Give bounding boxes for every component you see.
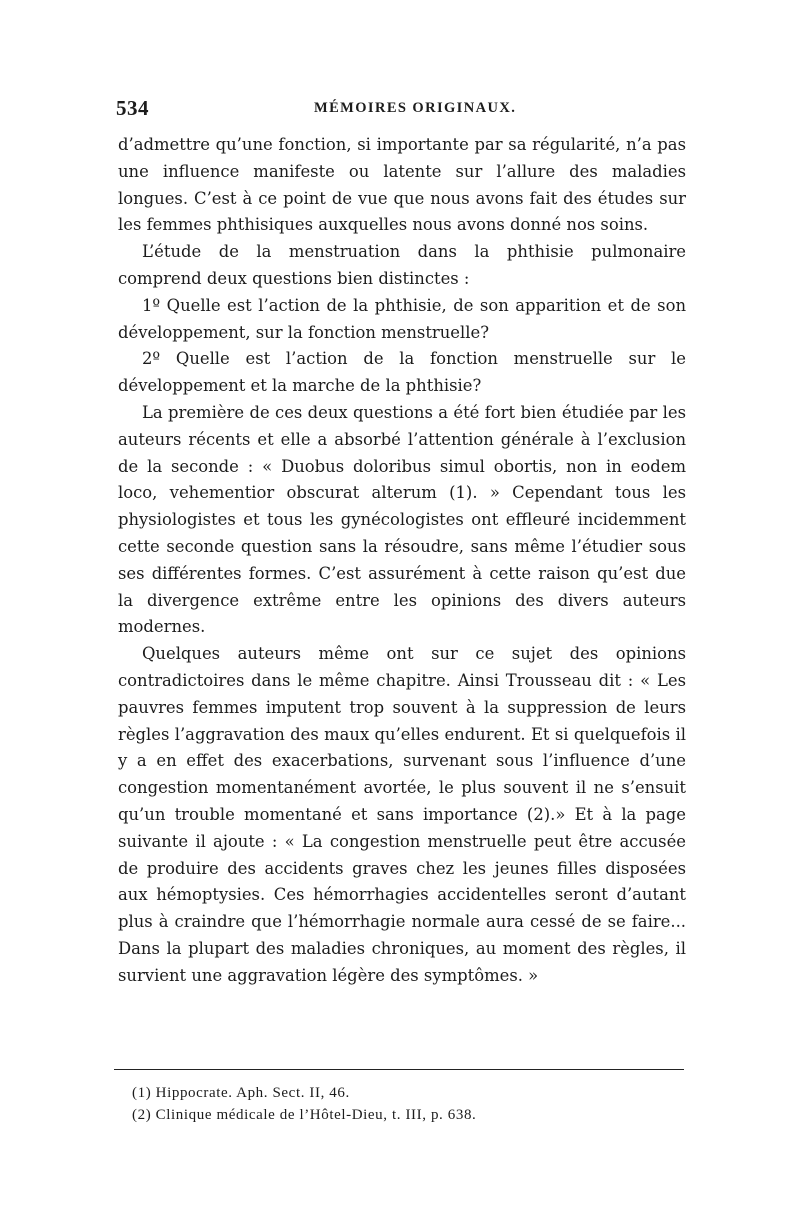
- paragraph-menstruation-study: L’étude de la menstruation dans la phthisie pulmonaire comprend deux questions bien distinctes :: [118, 242, 686, 288]
- page-number: 534: [116, 96, 149, 120]
- footnotes: [132, 1082, 684, 1126]
- paragraph-trousseau: Quelques auteurs même ont sur ce sujet des opinions contradictoires dans le même chapitre. Ainsi Trousseau dit : « Les pauvres femmes imputent trop souvent à la suppression de leurs règles l’aggravation des maux qu’elles endurent. Et si quelquefois il y a en effet des exacerbations, survenant sous l’influence d’une congestion momentanément avortée, le plus souvent il ne s’ensuit qu’un trouble momentané et sans importance (2).» Et à la page suivante il ajoute : « La congestion menstruelle peut être accusée de produire des accidents graves chez les jeunes filles disposées aux hémoptysies. Ces hémorrhagies accidentelles seront d’autant plus à craindre que l’hémorrhagie normale aura cessé de se faire... Dans la plupart des maladies chroniques, au moment des règles, il survient une aggravation légère des symptômes. »: [118, 644, 686, 985]
- page-header: [116, 96, 686, 126]
- running-title: MÉMOIRES ORIGINAUX.: [314, 100, 517, 116]
- footnote-divider: [114, 1069, 684, 1070]
- paragraph-question-1: 1º Quelle est l’action de la phthisie, de son apparition et de son développement, sur la fonction menstruelle?: [118, 295, 686, 342]
- paragraph-first-question: La première de ces deux questions a été fort bien étudiée par les auteurs récents et elle a absorbé l’attention générale à l’exclusion de la seconde : « Duobus doloribus simul obortis, non in eodem loco, vehementior obscurat alterum (1). » Cependant tous les physiologistes et tous les gynécologistes ont effleuré incidemment cette seconde question sans la résoudre, sans même l’étudier sous ses différentes formes. C’est assurément à cette raison qu’est due la divergence extrême entre les opinions des divers auteurs modernes.: [118, 402, 686, 637]
- footnote-1: (1) Hippocrate. Aph. Sect. II, 46.: [132, 1085, 350, 1101]
- paragraph-continuation: d’admettre qu’une fonction, si importante par sa régularité, n’a pas une influence manifeste ou latente sur l’allure des maladies longues. C’est à ce point de vue que nous avons fait des études sur les femmes phthisiques auxquelles nous avons donné nos soins.: [118, 135, 686, 235]
- paragraph-question-2: 2º Quelle est l’action de la fonction menstruelle sur le développement et la marche de la phthisie?: [118, 349, 686, 396]
- footnote-2: (2) Clinique médicale de l’Hôtel-Dieu, t. III, p. 638.: [132, 1107, 477, 1123]
- body-text: [118, 132, 686, 990]
